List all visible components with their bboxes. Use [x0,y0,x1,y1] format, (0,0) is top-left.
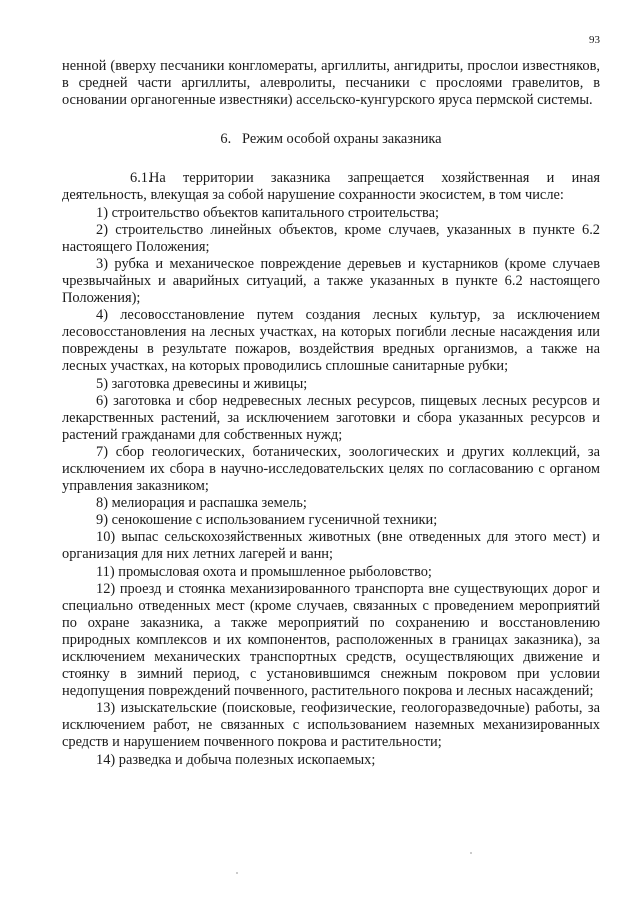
list-item: 3) рубка и механическое повреждение деревьев и кустарников (кроме случаев чрезвычайных и аварийных ситуаций, а также указанных в пункте 6.2 настоящего Положения); [62,255,600,307]
point-text: На территории заказника запрещается хозяйственная и иная деятельность, влекущая за собой нарушение сохранности экосистем, в том числе: [62,170,600,204]
point-paragraph [62,170,600,204]
section-number: 6. [220,131,232,148]
list-item: 5) заготовка древесины и живицы; [96,375,308,392]
continuation-paragraph: ненной (вверху песчаники конгломераты, аргиллиты, ангидриты, прослои известняков, в средней части аргиллиты, алевролиты, песчаники с прослоями гравелитов, в основании органогенные известняки) ассельско-кунгурского яруса пермской системы. [62,58,600,109]
list-item: 1) строительство объектов капитального строительства; [96,204,439,221]
list-item: 4) лесовосстановление путем создания лесных культур, за исключением лесовосстановления на лесных участках, на которых погибли лесные насаждения или повреждены в результате пожаров, воздействия вредных организмов, а также на лесных участках, на которых проводились сплошные санитарные рубки; [62,307,600,375]
section-title: Режим особой охраны заказника [242,131,442,148]
list-item: 11) промысловая охота и промышленное рыболовство; [96,563,432,580]
list-item: 9) сенокошение с использованием гусеничной техники; [96,512,438,529]
document-body [62,58,600,769]
list-item: 14) разведка и добыча полезных ископаемых; [96,751,376,768]
scan-speck [470,852,472,854]
list-item: 2) строительство линейных объектов, кроме случаев, указанных в пункте 6.2 настоящего Положения; [62,221,600,255]
list-item: 10) выпас сельскохозяйственных животных (вне отведенных для этого мест) и организация для них летних лагерей и ванн; [62,529,600,563]
section-heading [62,131,600,148]
list-item: 7) сбор геологических, ботанических, зоологических и других коллекций, за исключением их сбора в научно-исследовательских целях по согласованию с органом управления заказником; [62,443,600,495]
scan-speck [236,872,238,874]
point-number: 6.1. [130,170,152,187]
page-number: 93 [589,34,600,46]
list-item: 12) проезд и стоянка механизированного транспорта вне существующих дорог и специально отведенных мест (кроме случаев, связанных с проведением мероприятий по охране заказника, а также мероприятий по сохранению и восстановлению природных комплексов и их компонентов, расположенных в границах заказника), за исключением механических транспортных средств, осуществляющих движение и стоянку в зимний период, с установившимся снежным покровом при условии недопущения повреждений почвенного, растительного покрова и лесных насаждений; [62,580,600,700]
list-item: 13) изыскательские (поисковые, геофизические, геологоразведочные) работы, за исключением работ, не связанных с использованием наземных механизированных средств и нарушением почвенного покрова и растительности; [62,700,600,751]
list-item: 8) мелиорация и распашка земель; [96,495,307,512]
list-item: 6) заготовка и сбор недревесных лесных ресурсов, пищевых лесных ресурсов и лекарственных растений, за исключением заготовки и сбора указанных ресурсов и растений гражданами для собственных нужд; [62,392,600,443]
